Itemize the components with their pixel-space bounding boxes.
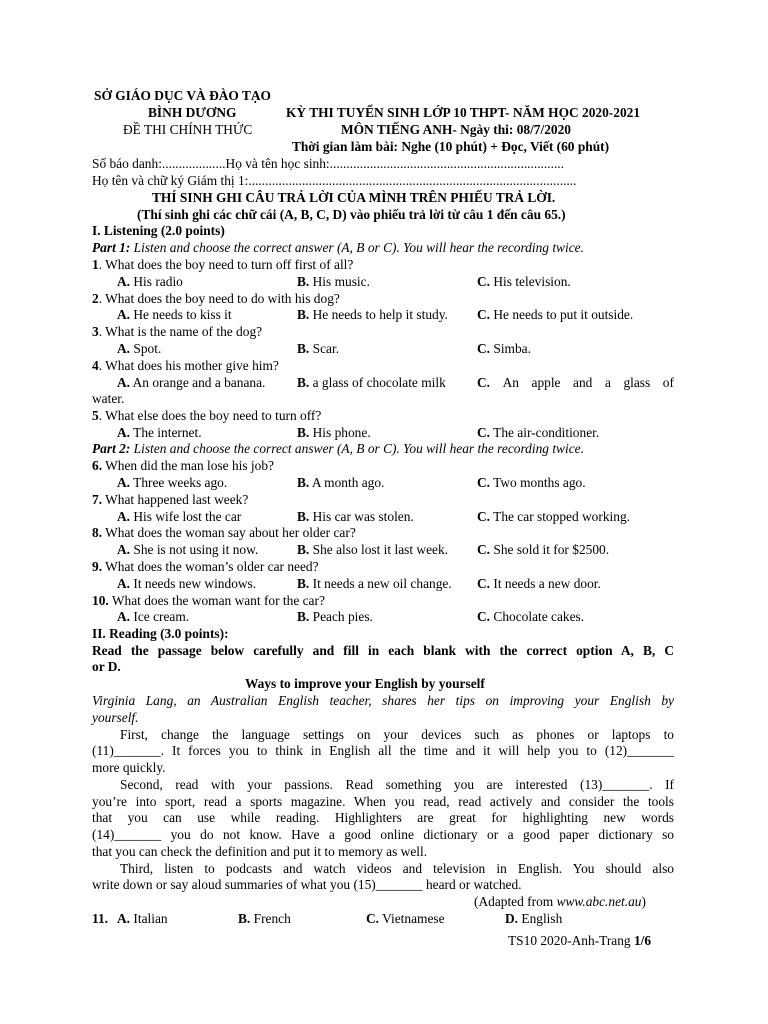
question-9: 9. What does the woman’s older car need? bbox=[92, 559, 319, 574]
q11-option-a: A. Italian bbox=[117, 911, 168, 926]
q2-option-b: B. He needs to help it study. bbox=[297, 307, 448, 322]
question-10: 10. What does the woman want for the car? bbox=[92, 593, 325, 608]
question-6: 6. When did the man lose his job? bbox=[92, 458, 274, 473]
paragraph-1-line1: First, change the language settings on your devices such as phones or laptops to bbox=[120, 727, 674, 742]
part2-instruction: Part 2: Listen and choose the correct answer (A, B or C). You will hear the recording twice. bbox=[92, 441, 584, 456]
q9-option-c: C. It needs a new door. bbox=[477, 576, 601, 591]
paragraph-2-line4: (14)_______ you do not know. Have a good online dictionary or a good paper dictionary so bbox=[92, 827, 674, 842]
paragraph-2-line3: that you can use while reading. Highlighters are great for highlighting new words bbox=[92, 810, 674, 825]
page-number: 1/6 bbox=[633, 933, 652, 948]
listening-heading: I. Listening (2.0 points) bbox=[92, 223, 225, 238]
q9-option-b: B. It needs a new oil change. bbox=[297, 576, 452, 591]
source-link: www.abc.net.au bbox=[556, 894, 642, 909]
reading-instruction-line1: Read the passage below carefully and fill in each blank with the correct option A, B, C bbox=[92, 643, 674, 658]
exam-title: KỲ THI TUYỂN SINH LỚP 10 THPT- NĂM HỌC 2020-2021 bbox=[286, 105, 641, 120]
q11-option-b: B. French bbox=[238, 911, 291, 926]
passage-title: Ways to improve your English by yourself bbox=[245, 676, 485, 691]
q4-option-b: B. a glass of chocolate milk bbox=[297, 375, 446, 390]
passage-intro-line2: yourself. bbox=[92, 710, 139, 725]
paragraph-3-line2: write down or say aloud summaries of what you (15)_______ heard or watched. bbox=[92, 877, 522, 892]
question-1: 1. What does the boy need to turn off first of all? bbox=[92, 257, 354, 272]
question-2: 2. What does the boy need to do with his dog? bbox=[92, 291, 340, 306]
subject-date: MÔN TIẾNG ANH- Ngày thi: 08/7/2020 bbox=[341, 122, 572, 137]
reading-heading: II. Reading (3.0 points): bbox=[92, 626, 229, 641]
q8-option-a: A. She is not using it now. bbox=[117, 542, 259, 557]
q9-option-a: A. It needs new windows. bbox=[117, 576, 257, 591]
reading-instruction-line2: or D. bbox=[92, 659, 121, 674]
passage-source: (Adapted from www.abc.net.au) bbox=[474, 894, 646, 909]
q10-option-c: C. Chocolate cakes. bbox=[477, 609, 585, 624]
q11-option-c: C. Vietnamese bbox=[366, 911, 445, 926]
paragraph-2-line5: that you can check the definition and put it to memory as well. bbox=[92, 844, 428, 859]
q2-option-a: A. He needs to kiss it bbox=[117, 307, 232, 322]
question-8: 8. What does the woman say about her older car? bbox=[92, 525, 356, 540]
question-7: 7. What happened last week? bbox=[92, 492, 249, 507]
province-name: BÌNH DƯƠNG bbox=[148, 105, 237, 120]
q7-option-b: B. His car was stolen. bbox=[297, 509, 414, 524]
passage-intro-line1: Virginia Lang, an Australian English teacher, shares her tips on improving your English by bbox=[92, 693, 674, 708]
q1-option-c: C. His television. bbox=[477, 274, 571, 289]
exam-duration: Thời gian làm bài: Nghe (10 phút) + Đọc, Viết (60 phút) bbox=[292, 139, 610, 154]
question-11-number: 11. bbox=[92, 911, 108, 926]
candidate-id-line: Số báo danh:...................Họ và tên học sinh:...................................................................... bbox=[92, 156, 564, 171]
q4-option-a: A. An orange and a banana. bbox=[117, 375, 266, 390]
q2-option-c: C. He needs to put it outside. bbox=[477, 307, 634, 322]
q6-option-a: A. Three weeks ago. bbox=[117, 475, 228, 490]
q5-option-a: A. The internet. bbox=[117, 425, 202, 440]
paragraph-1-line2: (11)_______. It forces you to think in English all the time and it will help you to (12)_______ bbox=[92, 743, 674, 758]
q10-option-a: A. Ice cream. bbox=[117, 609, 190, 624]
q5-option-b: B. His phone. bbox=[297, 425, 371, 440]
q6-option-b: B. A month ago. bbox=[297, 475, 385, 490]
answer-sheet-notice: THÍ SINH GHI CÂU TRẢ LỜI CỦA MÌNH TRÊN PHIẾU TRẢ LỜI. bbox=[152, 190, 556, 205]
paragraph-2-line1: Second, read with your passions. Read something you are interested (13)_______. If bbox=[120, 777, 674, 792]
part1-label: Part 1: bbox=[92, 240, 131, 255]
q4-option-c: C. An apple and a glass of bbox=[477, 375, 674, 390]
q6-option-c: C. Two months ago. bbox=[477, 475, 586, 490]
q5-option-c: C. The air-conditioner. bbox=[477, 425, 600, 440]
q3-option-b: B. Scar. bbox=[297, 341, 340, 356]
question-3: 3. What is the name of the dog? bbox=[92, 324, 263, 339]
department-name: SỞ GIÁO DỤC VÀ ĐÀO TẠO bbox=[94, 88, 271, 103]
question-4: 4. What does his mother give him? bbox=[92, 358, 279, 373]
q11-option-d: D. English bbox=[505, 911, 563, 926]
q3-option-c: C. Simba. bbox=[477, 341, 531, 356]
q1-option-a: A. His radio bbox=[117, 274, 183, 289]
q8-option-b: B. She also lost it last week. bbox=[297, 542, 449, 557]
q10-option-b: B. Peach pies. bbox=[297, 609, 373, 624]
q7-option-c: C. The car stopped working. bbox=[477, 509, 630, 524]
page-footer: TS10 2020-Anh-Trang 1/6 bbox=[508, 933, 652, 948]
q4-option-c-continued: water. bbox=[92, 391, 125, 406]
q3-option-a: A. Spot. bbox=[117, 341, 162, 356]
paragraph-1-line3: more quickly. bbox=[92, 760, 166, 775]
paragraph-2-line2: you’re into sport, read a sports magazine. When you read, read actively and consider the tools bbox=[92, 794, 674, 809]
paragraph-3-line1: Third, listen to podcasts and watch videos and television in English. You should also bbox=[120, 861, 674, 876]
q1-option-b: B. His music. bbox=[297, 274, 370, 289]
q8-option-c: C. She sold it for $2500. bbox=[477, 542, 610, 557]
question-5: 5. What else does the boy need to turn off? bbox=[92, 408, 322, 423]
answer-sheet-instruction: (Thí sinh ghi các chữ cái (A, B, C, D) vào phiếu trả lời từ câu 1 đến câu 65.) bbox=[137, 207, 566, 222]
part2-label: Part 2: bbox=[92, 441, 131, 456]
q7-option-a: A. His wife lost the car bbox=[117, 509, 242, 524]
proctor-signature-line: Họ tên và chữ ký Giám thị 1:.................................................................................................. bbox=[92, 173, 577, 188]
part1-instruction: Part 1: Listen and choose the correct answer (A, B or C). You will hear the recording twice. bbox=[92, 240, 584, 255]
official-exam-label: ĐỀ THI CHÍNH THỨC bbox=[123, 122, 253, 137]
